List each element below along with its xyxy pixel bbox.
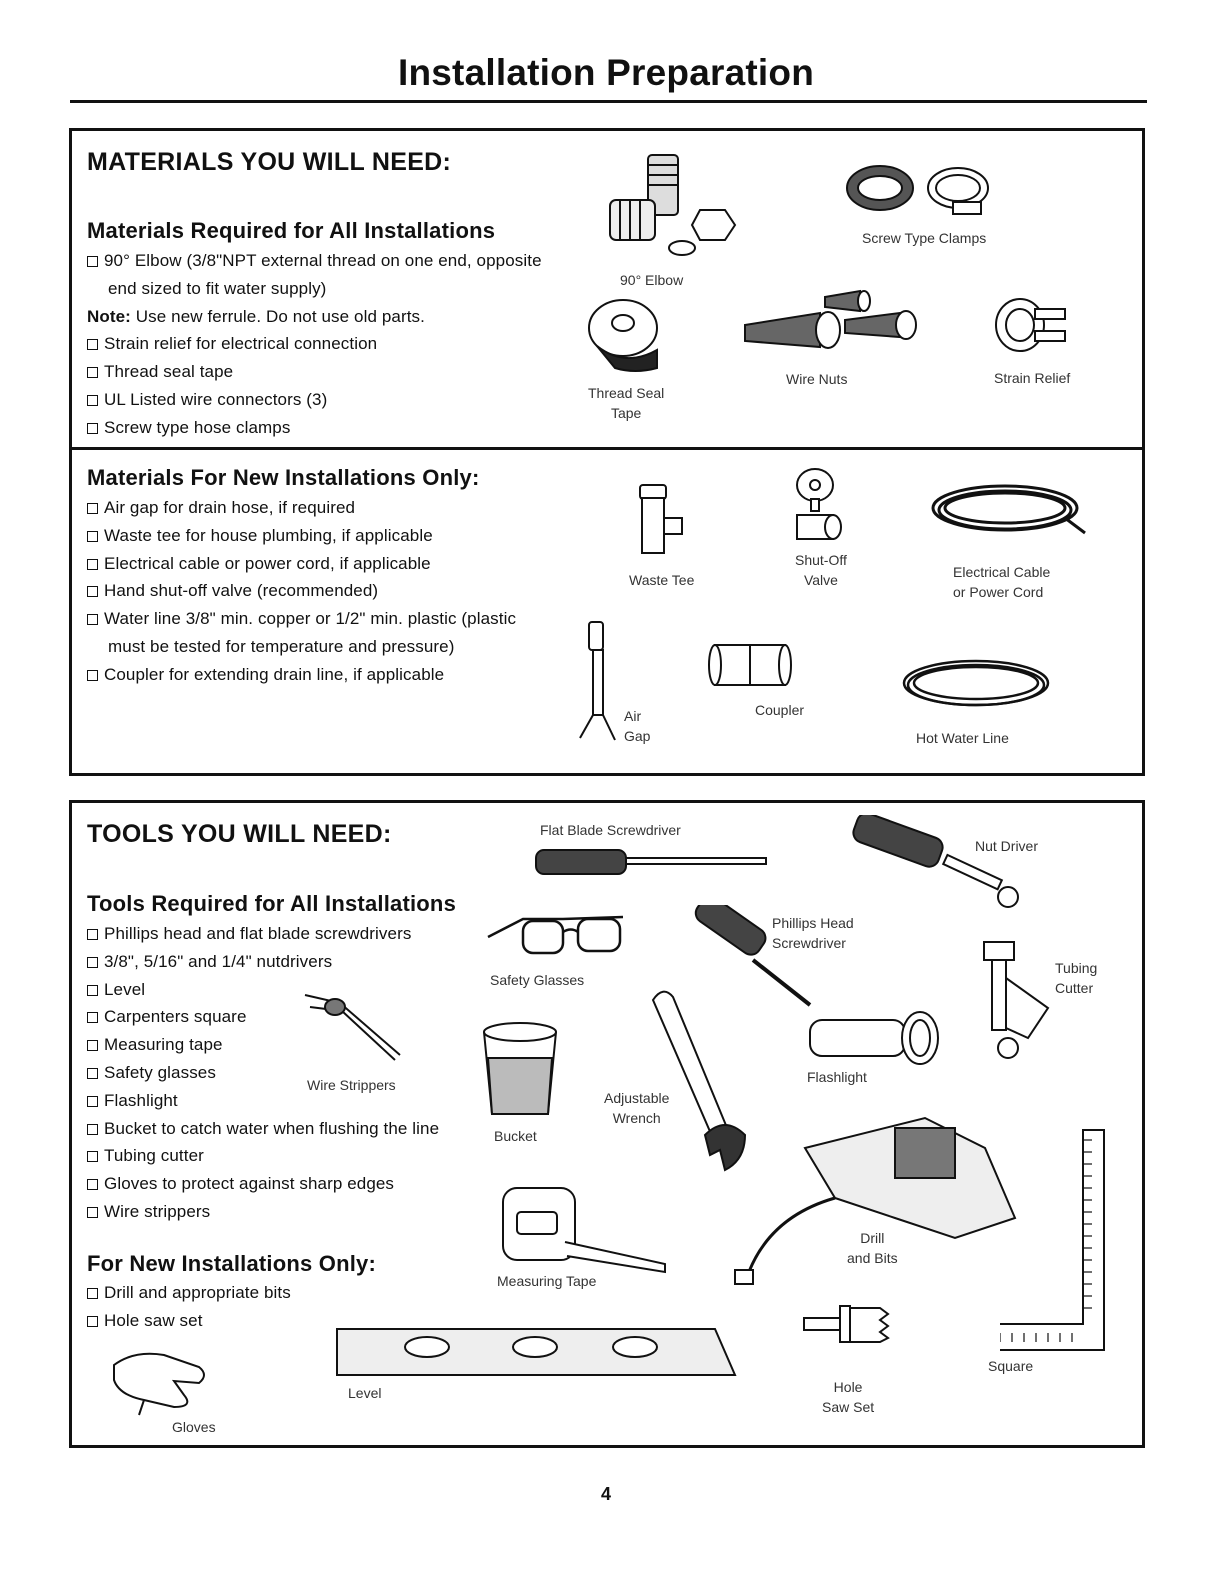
wire-nuts-caption: Wire Nuts [786,371,848,387]
flat-blade-screwdriver-icon [532,842,772,882]
checkbox-icon [87,1207,98,1218]
air-gap-caption: Air Gap [624,708,651,744]
checkbox-icon [87,957,98,968]
level-caption: Level [348,1385,382,1401]
list-item: end sized to fit water supply) [108,278,327,298]
materials-heading: MATERIALS YOU WILL NEED: [87,148,452,176]
measuring-tape-caption: Measuring Tape [497,1273,597,1289]
checkbox-icon [87,1288,98,1299]
tools-heading: TOOLS YOU WILL NEED: [87,820,392,848]
list-item: Hole saw set [87,1307,291,1335]
checkbox-icon [87,531,98,542]
checkbox-icon [87,1179,98,1190]
nut-driver-icon [848,815,1028,915]
shutoff-valve-icon [785,465,855,550]
safety-glasses-caption: Safety Glasses [490,972,585,988]
level-icon [335,1325,740,1380]
thread-seal-caption: Thread Seal Tape [588,385,665,421]
strain-relief-icon [985,285,1075,365]
materials-all-list [87,247,542,442]
tubing-cutter-caption: Tubing Cutter [1055,960,1098,996]
measuring-tape-icon [495,1182,675,1277]
square-caption: Square [988,1358,1034,1374]
list-item: 90° Elbow (3/8"NPT external thread on one end, opposite [87,247,542,275]
checkbox-icon [87,559,98,570]
list-item: Wire strippers [87,1198,439,1226]
tubing-cutter-icon [968,938,1058,1063]
list-item: Air gap for drain hose, if required [87,494,516,522]
list-item: Drill and appropriate bits [87,1279,291,1307]
materials-new-subheading: Materials For New Installations Only: [87,465,480,490]
list-item: Carpenters square [87,1003,439,1031]
list-item: Waste tee for house plumbing, if applicable [87,522,516,550]
gloves-icon [104,1345,214,1420]
wire-strippers-caption: Wire Strippers [307,1077,396,1093]
list-item: Phillips head and flat blade screwdrivers [87,920,439,948]
air-gap-icon [575,620,625,750]
wire-nuts-icon [740,285,920,365]
shutoff-caption: Shut-Off Valve [795,552,847,588]
checkbox-icon [87,1124,98,1135]
bucket-icon [478,1018,563,1123]
elbow-caption: 90° Elbow [620,272,684,288]
page-title: Installation Preparation [398,52,814,93]
strain-relief-caption: Strain Relief [994,370,1071,386]
hot-water-line-icon [898,655,1058,715]
checkbox-icon [87,423,98,434]
checkbox-icon [87,1316,98,1327]
page-number: 4 [600,1484,611,1504]
drill-caption: Drill and Bits [847,1230,898,1266]
tools-all-subheading: Tools Required for All Installations [87,891,457,916]
materials-divider [69,447,1145,450]
tools-new-list [87,1279,291,1335]
gloves-caption: Gloves [172,1419,216,1435]
list-item: Level [87,976,439,1004]
list-item: Tubing cutter [87,1142,439,1170]
electrical-cable-icon [925,478,1095,553]
carpenters-square-icon [1000,1128,1110,1353]
list-item: Hand shut-off valve (recommended) [87,577,516,605]
note-line: Note: Use new ferrule. Do not use old parts. [87,306,425,326]
coupler-icon [705,640,795,690]
flat-blade-caption: Flat Blade Screwdriver [540,822,681,838]
checkbox-icon [87,1040,98,1051]
cable-caption: Electrical Cable or Power Cord [953,564,1051,600]
title-rule [70,100,1147,103]
list-item: Strain relief for electrical connection [87,330,542,358]
nut-driver-caption: Nut Driver [975,838,1039,854]
checkbox-icon [87,367,98,378]
list-item: Safety glasses [87,1059,439,1087]
list-item: 3/8", 5/16" and 1/4" nutdrivers [87,948,439,976]
list-item: Measuring tape [87,1031,439,1059]
list-item: must be tested for temperature and pressure) [108,636,455,656]
list-item: Thread seal tape [87,358,542,386]
list-item: UL Listed wire connectors (3) [87,386,542,414]
waste-tee-caption: Waste Tee [629,572,695,588]
flashlight-caption: Flashlight [807,1069,867,1085]
safety-glasses-icon [483,907,633,962]
thread-seal-tape-icon [585,290,675,375]
checkbox-icon [87,395,98,406]
phillips-caption: Phillips Head Screwdriver [772,915,854,951]
checkbox-icon [87,1096,98,1107]
coupler-caption: Coupler [755,702,805,718]
checkbox-icon [87,586,98,597]
checkbox-icon [87,985,98,996]
bucket-caption: Bucket [494,1128,537,1144]
materials-all-subheading: Materials Required for All Installations [87,218,496,243]
checkbox-icon [87,1068,98,1079]
hot-water-caption: Hot Water Line [916,730,1009,746]
elbow-icon [600,145,760,270]
list-item: Coupler for extending drain line, if applicable [87,661,516,689]
checkbox-icon [87,670,98,681]
checkbox-icon [87,503,98,514]
checkbox-icon [87,256,98,267]
hole-saw-icon [800,1298,900,1353]
checkbox-icon [87,1151,98,1162]
materials-new-list [87,494,516,689]
clamps-caption: Screw Type Clamps [862,230,987,246]
wire-strippers-icon [300,985,410,1065]
wrench-caption: Adjustable Wrench [604,1090,670,1126]
hose-clamps-icon [838,158,1008,220]
list-item: Electrical cable or power cord, if applicable [87,550,516,578]
list-item: Bucket to catch water when flushing the line [87,1115,439,1143]
checkbox-icon [87,929,98,940]
list-item: Flashlight [87,1087,439,1115]
waste-tee-icon [630,480,690,560]
checkbox-icon [87,1012,98,1023]
list-item: Gloves to protect against sharp edges [87,1170,439,1198]
hole-saw-caption: Hole Saw Set [822,1379,875,1415]
flashlight-icon [800,1008,945,1068]
list-item: Screw type hose clamps [87,414,542,442]
list-item: Water line 3/8" min. copper or 1/2" min. plastic (plastic [87,605,516,633]
checkbox-icon [87,339,98,350]
checkbox-icon [87,614,98,625]
tools-new-subheading: For New Installations Only: [87,1251,376,1276]
tools-all-list [87,920,439,1226]
